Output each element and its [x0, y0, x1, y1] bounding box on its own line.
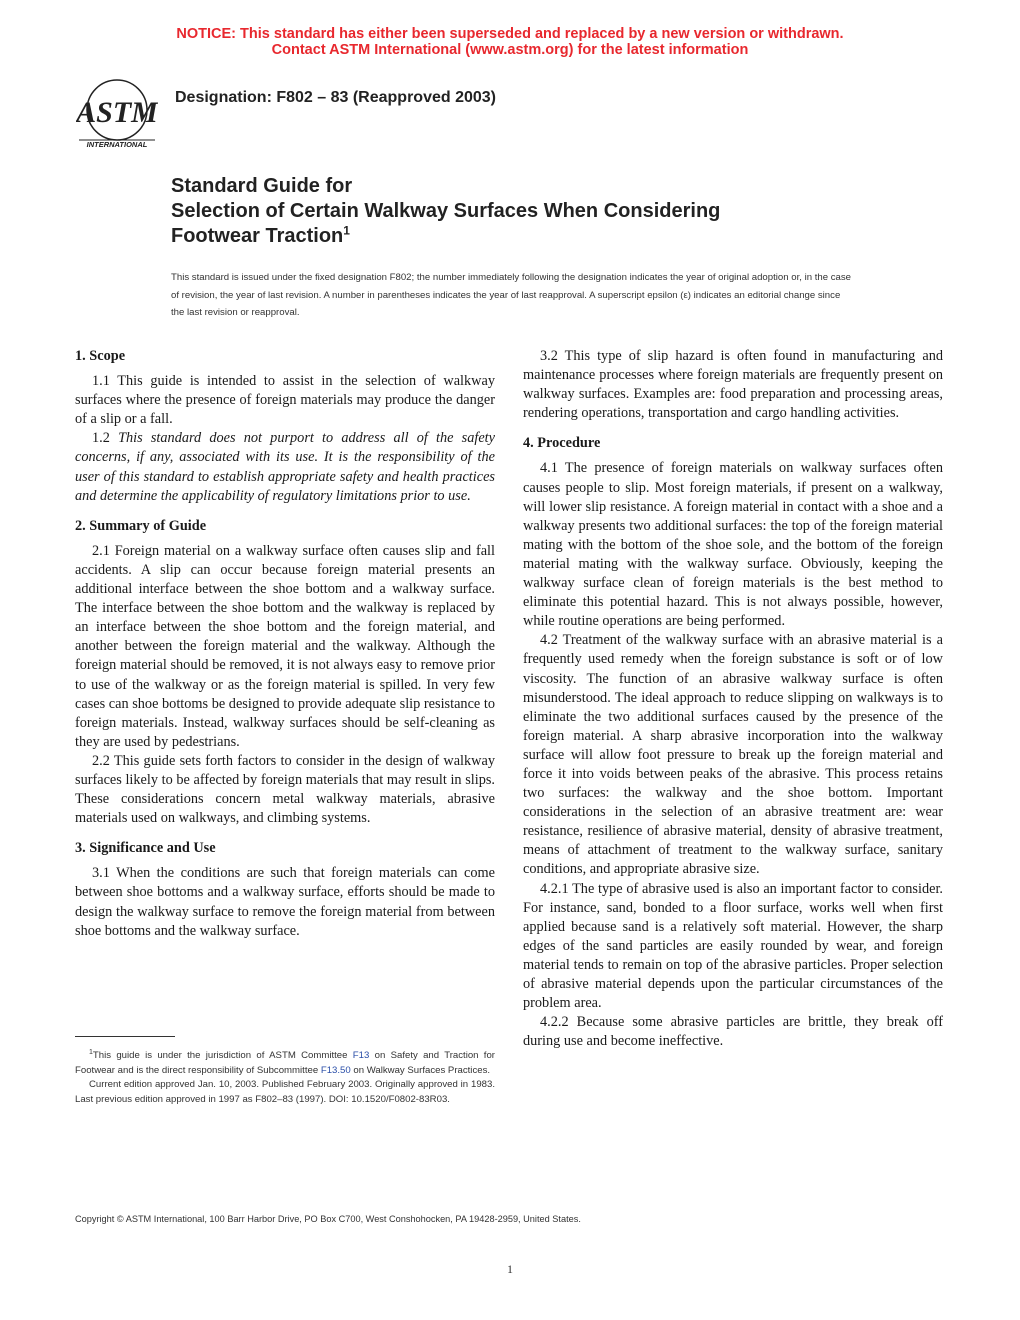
paragraph-2-2: 2.2 This guide sets forth factors to consider in the design of walkway surfaces likely to be affected by foreign materials that may result in slips. These considerations concern metal walkway materials, abrasive materials used on walkways, and climbing systems.: [75, 752, 495, 827]
paragraph-4-1: 4.1 The presence of foreign materials on walkway surfaces often causes people to slip. Most foreign materials, if present on a walkway, will lower slip resistance. A foreign material in contact with a shoe and a walkway presents two additional surfaces: the top of the foreign material mating with the bottom of the shoe sole, and the bottom of the foreign material mating with the walkway surface. Obviously, keeping the walkway surface clean of foreign materials is the best method to eliminate this potential hazard. This is not always possible, however, while routine operations are being performed.: [523, 460, 943, 630]
document-title: [171, 174, 871, 249]
issued-note: This standard is issued under the fixed designation F802; the number immediately following the designation indicates the year of original adoption or, in the case of revision, the year of last revision. A number in parentheses indicates the year of last reapproval. A superscript epsilon (ε) indicates an editorial change since the last revision or reapproval.: [171, 272, 851, 318]
footnotes: [75, 1046, 495, 1108]
footnote-2: Current edition approved Jan. 10, 2003. Published February 2003. Originally approved in 1983. Last previous edition approved in 1997 as F802–83 (1997). DOI: 10.1520/F0802-83R03.: [75, 1079, 495, 1105]
paragraph-4-2-2: 4.2.2 Because some abrasive particles are brittle, they break off during use and become ineffective.: [523, 1014, 943, 1050]
paragraph-4-2-1: 4.2.1 The type of abrasive used is also an important factor to consider. For instance, sand, bonded to a floor surface, works well when first applied because sand is a relatively soft material. However, the sharp edges of the sand particles are easily rounded by wear, and foreign material tends to remain on top of the abrasive particles. Proper selection of abrasive material depends upon the particular circumstances of the problem area.: [523, 880, 943, 1012]
notice-line-2: Contact ASTM International (www.astm.org) for the latest information: [271, 42, 749, 58]
paragraph-3-1: 3.1 When the conditions are such that foreign materials can come between shoe bottoms and a walkway surface, efforts should be made to design the walkway surface to remove the foreign material from between shoe bottoms and the walkway surface.: [75, 865, 495, 939]
committee-link-f13[interactable]: F13: [352, 1050, 370, 1062]
section-heading-procedure: 4. Procedure: [523, 435, 601, 452]
section-heading-scope: 1. Scope: [75, 348, 126, 364]
designation: Designation: F802 – 83 (Reapproved 2003): [175, 89, 496, 106]
right-column: [523, 347, 943, 1051]
title-line-1: Standard Guide for: [171, 175, 353, 197]
astm-logo: [76, 76, 158, 150]
footnote-1: $^1$This guide is under the jurisdiction of ASTM Committee F13 on Safety and Traction for Footwear and is the direct responsibility of Subcommittee F13.50 on Walkway Surfaces Practices.: [75, 1049, 495, 1076]
title-footnote-ref[interactable]: 1: [343, 223, 350, 238]
footnote-divider: [75, 1036, 175, 1037]
astm-logo-icon: [76, 76, 158, 150]
logo-label: INTERNATIONAL: [86, 140, 148, 149]
paragraph-4-2: 4.2 Treatment of the walkway surface with an abrasive material is a frequently used remedy when the foreign substance is soft or of low viscosity. The function of an abrasive walkway surface is often misunderstood. The ideal approach to reduce slipping on walkways is to eliminate the two additional surfaces caused by the presence of the foreign material. A sharp abrasive incorporation into the walkway surface will allow foot pressure to break up the foreign material and force it into voids between peaks of the abrasive. This process retains two surfaces: the walkway and the shoe bottom. Important considerations in the selection of an abrasive treatment are: wear resistance, resilience of abrasive material, density of abrasive treatment, means of attachment of treatment to the walkway surface, sanitary conditions, and appropriate abrasive size.: [523, 632, 943, 878]
paragraph-2-1: 2.1 Foreign material on a walkway surface often causes slip and fall accidents. A slip can occur because foreign material presents an additional interface between the shoe bottom and a walkway surface. The interface between the shoe bottom and the walkway is replaced by an interface between the shoe bottom and the foreign material, and another between the foreign material and the walkway. Although the foreign material should be removed, it is not always easy to remove prior to use of the walkway or as the foreign material is spilled. In very few cases can shoe bottoms be designed to provide adequate slip resistance to foreign materials. Instead, walkway surfaces should be self-cleaning as they are used by pedestrians.: [75, 542, 495, 750]
title-line-3: Footwear Traction$^1$: [171, 223, 350, 247]
page-number: 1: [507, 1262, 513, 1276]
paragraph-1-1: 1.1 This guide is intended to assist in the selection of walkway surfaces where the presence of foreign materials may produce the danger of a slip or a fall.: [75, 373, 495, 428]
left-column: [75, 347, 495, 941]
title-line-2: Selection of Certain Walkway Surfaces When Considering: [171, 200, 721, 222]
section-heading-summary: 2. Summary of Guide: [75, 517, 207, 534]
paragraph-3-2: 3.2 This type of slip hazard is often found in manufacturing and maintenance processes where foreign materials are frequently present on walkway surfaces. Examples are: food preparation and processing areas, rendering operations, transportation and cargo handling activities.: [523, 348, 943, 422]
paragraph-1-2: 1.2 This standard does not purport to address all of the safety concerns, if any, associated with its use. It is the responsibility of the user of this standard to establish appropriate safety and health practices and determine the applicability of regulatory limitations prior to use.: [75, 430, 495, 504]
withdrawal-notice: [0, 26, 1020, 58]
section-heading-significance: 3. Significance and Use: [75, 840, 216, 857]
subcommittee-link-f13-50[interactable]: F13.50: [320, 1064, 351, 1076]
copyright: Copyright © ASTM International, 100 Barr Harbor Drive, PO Box C700, West Conshohocken, PA 19428-2959, United States.: [75, 1214, 581, 1224]
notice-line-1: NOTICE: This standard has either been superseded and replaced by a new version or withdrawn.: [176, 26, 844, 42]
logo-letters: ASTM: [76, 96, 158, 129]
